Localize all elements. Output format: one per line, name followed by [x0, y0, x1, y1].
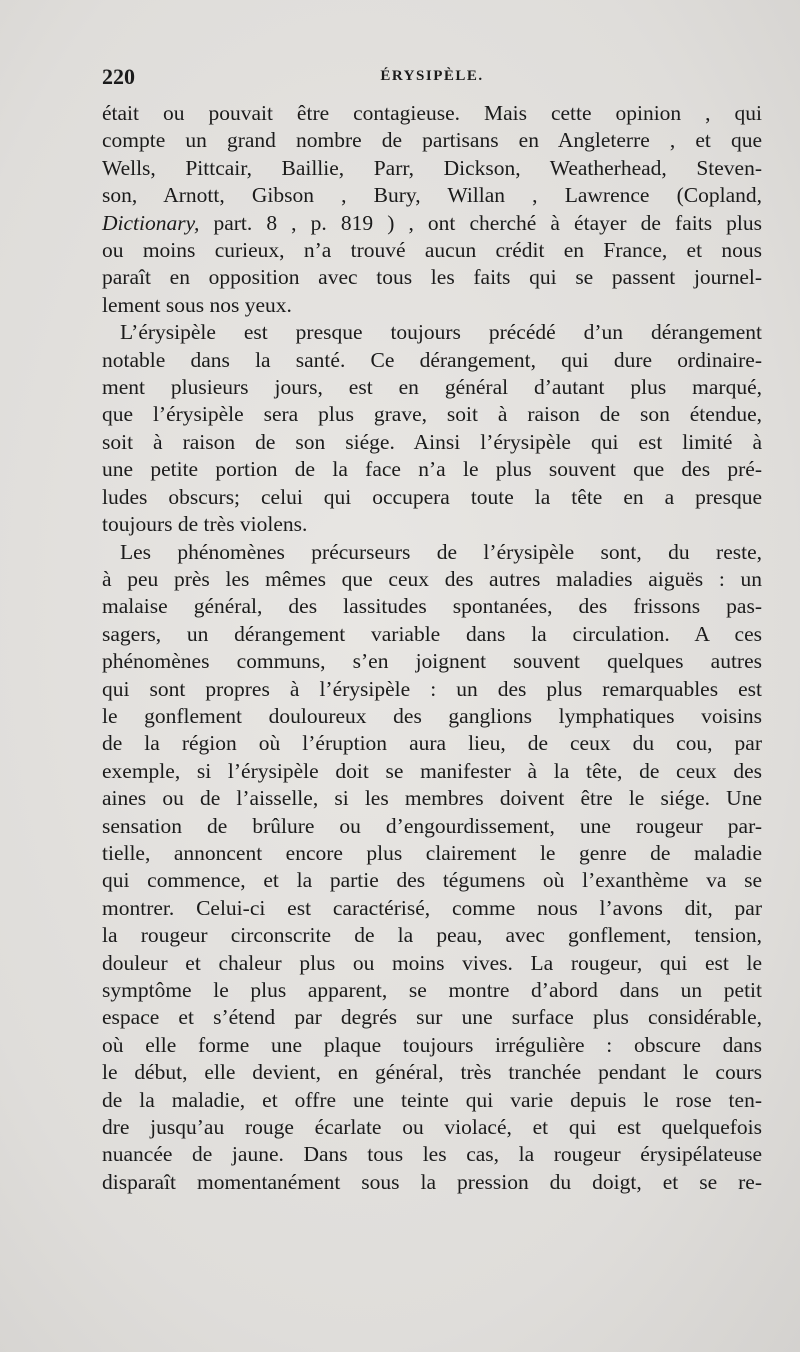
text-line: ou moins curieux, n’a trouvé aucun crédit en France, et nous: [102, 238, 762, 263]
text-line: une petite portion de la face n’a le plus souvent que des pré-: [102, 457, 762, 482]
paragraph: [102, 100, 762, 319]
text-line: aines ou de l’aisselle, si les membres doivent être le siége. Une: [102, 786, 762, 811]
text-line: qui commence, et la partie des tégumens où l’exanthème va se: [102, 868, 762, 893]
page-number: 220: [102, 64, 135, 89]
text-line: ludes obscurs; celui qui occupera toute la tête en a presque: [102, 484, 762, 509]
text-line: Wells, Pittcair, Baillie, Parr, Dickson, Weatherhead, Steven-: [102, 155, 762, 180]
text-line: espace et s’étend par degrés sur une surface plus considérable,: [102, 1005, 762, 1030]
text-line: exemple, si l’érysipèle doit se manifester à la tête, de ceux des: [102, 758, 762, 783]
text-line: où elle forme une plaque toujours irrégulière : obscure dans: [102, 1032, 762, 1057]
text-line: nuancée de jaune. Dans tous les cas, la rougeur érysipélateuse: [102, 1142, 762, 1167]
text-line: de la maladie, et offre une teinte qui varie depuis le rose ten-: [102, 1087, 762, 1112]
running-title: ÉRYSIPÈLE.: [380, 68, 484, 84]
text-line: que l’érysipèle sera plus grave, soit à raison de son étendue,: [102, 402, 762, 427]
text-line: disparaît momentanément sous la pression du doigt, et se re-: [102, 1169, 762, 1194]
text-line: Dictionary, part. 8 , p. 819 ) , ont cherché à étayer de faits plus: [102, 210, 762, 235]
text-line: notable dans la santé. Ce dérangement, qui dure ordinaire-: [102, 347, 762, 372]
text-line: montrer. Celui-ci est caractérisé, comme nous l’avons dit, par: [102, 895, 762, 920]
text-line: phénomènes communs, s’en joignent souvent quelques autres: [102, 649, 762, 674]
text-line: à peu près les mêmes que ceux des autres maladies aiguës : un: [102, 566, 762, 591]
text-line: paraît en opposition avec tous les faits qui se passent journel-: [102, 265, 762, 290]
paragraph: [102, 319, 762, 538]
text-line: malaise général, des lassitudes spontanées, des frissons pas-: [102, 594, 762, 619]
body-text: [102, 100, 762, 1196]
text-line: Les phénomènes précurseurs de l’érysipèle sont, du reste,: [120, 539, 762, 564]
text-line: le début, elle devient, en général, très tranchée pendant le cours: [102, 1060, 762, 1085]
text-line: sensation de brûlure ou d’engourdissement, une rougeur par-: [102, 813, 762, 838]
text-line: la rougeur circonscrite de la peau, avec gonflement, tension,: [102, 923, 762, 948]
text-line: douleur et chaleur plus ou moins vives. La rougeur, qui est le: [102, 950, 762, 975]
text-line: était ou pouvait être contagieuse. Mais cette opinion , qui: [102, 101, 762, 125]
text-line: son, Arnott, Gibson , Bury, Willan , Lawrence (Copland,: [102, 183, 762, 208]
text-line: toujours de très violens.: [102, 512, 308, 537]
text-line: dre jusqu’au rouge écarlate ou violacé, et qui est quelquefois: [102, 1115, 762, 1140]
paragraph: [102, 539, 762, 1197]
text-line: sagers, un dérangement variable dans la circulation. A ces: [102, 621, 762, 646]
text-line: soit à raison de son siége. Ainsi l’érysipèle qui est limité à: [102, 429, 762, 454]
text-line: le gonflement douloureux des ganglions lymphatiques voisins: [102, 703, 762, 728]
page-header: [102, 64, 762, 94]
text-line: tielle, annoncent encore plus clairement le genre de maladie: [102, 840, 762, 865]
text-line: symptôme le plus apparent, se montre d’abord dans un petit: [102, 978, 762, 1002]
text-line: qui sont propres à l’érysipèle : un des plus remarquables est: [102, 676, 762, 701]
text-line: lement sous nos yeux.: [102, 292, 292, 317]
text-line: de la région où l’éruption aura lieu, de ceux du cou, par: [102, 731, 762, 756]
text-line: ment plusieurs jours, est en général d’autant plus marqué,: [102, 375, 762, 400]
text-line: L’érysipèle est presque toujours précédé d’un dérangement: [120, 320, 762, 345]
text-line: compte un grand nombre de partisans en Angleterre , et que: [102, 128, 762, 153]
